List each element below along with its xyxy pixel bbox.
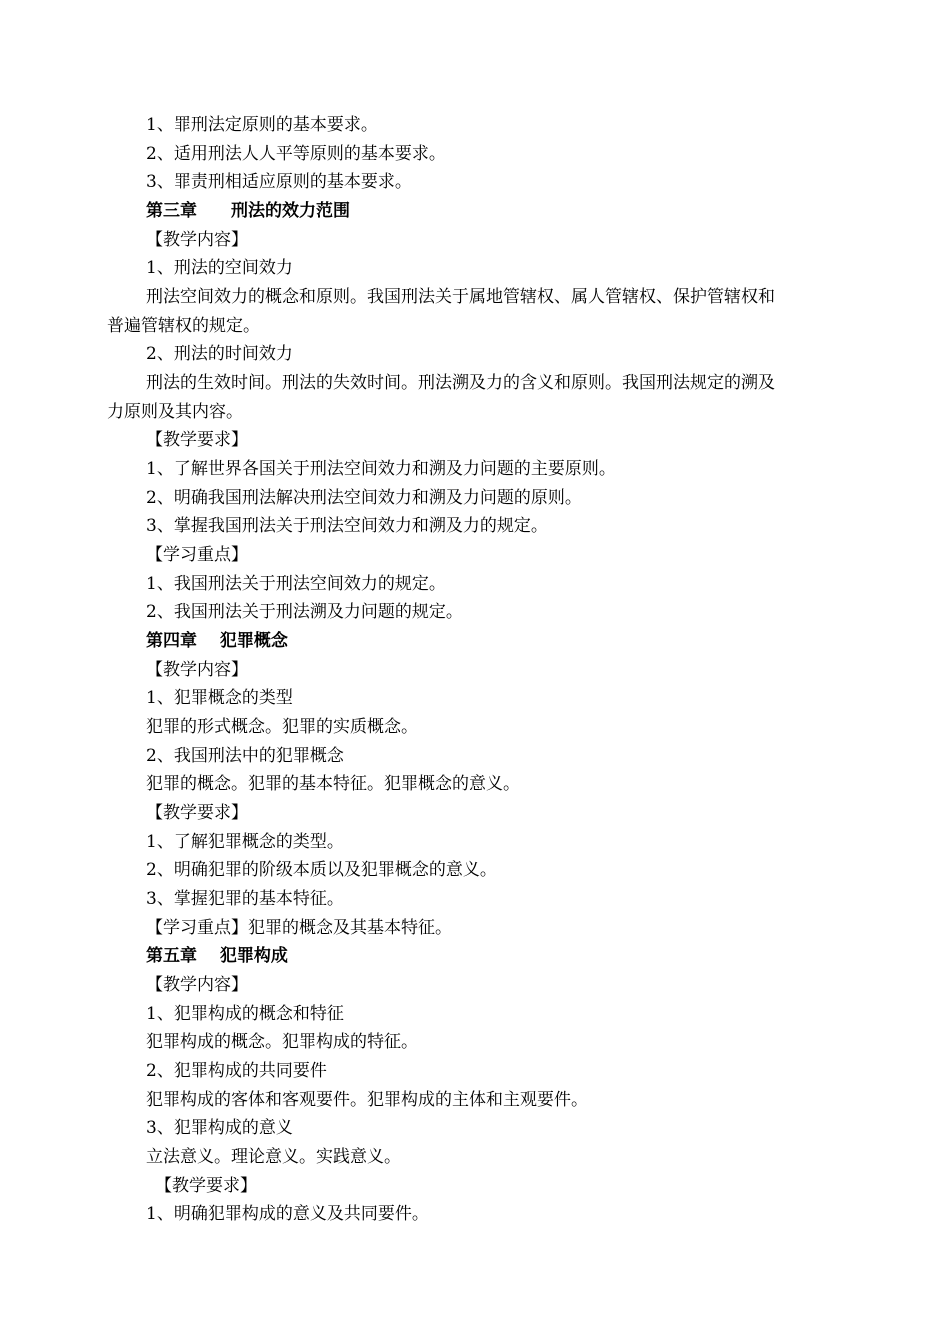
text-line: 犯罪构成的概念。犯罪构成的特征。: [146, 1032, 418, 1052]
text-line: 1、刑法的空间效力: [146, 258, 293, 278]
text-line: 1、我国刑法关于刑法空间效力的规定。: [146, 574, 446, 594]
text-line: 2、我国刑法中的犯罪概念: [146, 746, 344, 766]
section-label: 【学习重点】: [146, 545, 248, 565]
section-label: 【教学要求】: [155, 1176, 257, 1196]
text-line: 1、犯罪概念的类型: [146, 688, 293, 708]
text-line: 刑法的生效时间。刑法的失效时间。刑法溯及力的含义和原则。我国刑法规定的溯及: [146, 373, 775, 393]
text-line: 犯罪的形式概念。犯罪的实质概念。: [146, 717, 418, 737]
chapter-heading: 第四章 犯罪概念: [146, 631, 288, 651]
text-line: 3、犯罪构成的意义: [146, 1118, 293, 1138]
text-line: 2、犯罪构成的共同要件: [146, 1061, 327, 1081]
text-line: 3、罪责刑相适应原则的基本要求。: [146, 172, 412, 192]
text-line: 1、了解犯罪概念的类型。: [146, 832, 344, 852]
text-line: 2、我国刑法关于刑法溯及力问题的规定。: [146, 602, 463, 622]
text-line: 立法意义。理论意义。实践意义。: [146, 1147, 401, 1167]
text-line: 犯罪构成的客体和客观要件。犯罪构成的主体和主观要件。: [146, 1090, 588, 1110]
text-line: 2、明确犯罪的阶级本质以及犯罪概念的意义。: [146, 860, 497, 880]
text-line: 1、罪刑法定原则的基本要求。: [146, 115, 378, 135]
chapter-heading: 第三章 刑法的效力范围: [146, 201, 350, 221]
text-line: 普遍管辖权的规定。: [107, 316, 260, 336]
text-line: 2、适用刑法人人平等原则的基本要求。: [146, 144, 446, 164]
section-label: 【教学内容】: [146, 975, 248, 995]
text-line: 2、刑法的时间效力: [146, 344, 293, 364]
text-line: 3、掌握我国刑法关于刑法空间效力和溯及力的规定。: [146, 516, 548, 536]
text-line: 犯罪的概念。犯罪的基本特征。犯罪概念的意义。: [146, 774, 520, 794]
text-line: 刑法空间效力的概念和原则。我国刑法关于属地管辖权、属人管辖权、保护管辖权和: [146, 287, 775, 307]
text-line: 3、掌握犯罪的基本特征。: [146, 889, 344, 909]
section-label: 【教学要求】: [146, 803, 248, 823]
section-label: 【教学内容】: [146, 660, 248, 680]
text-line: 【学习重点】犯罪的概念及其基本特征。: [146, 918, 452, 938]
text-line: 1、明确犯罪构成的意义及共同要件。: [146, 1204, 429, 1224]
text-line: 1、了解世界各国关于刑法空间效力和溯及力问题的主要原则。: [146, 459, 616, 479]
chapter-heading: 第五章 犯罪构成: [146, 946, 288, 966]
text-line: 力原则及其内容。: [107, 402, 243, 422]
text-line: 1、犯罪构成的概念和特征: [146, 1004, 344, 1024]
section-label: 【教学内容】: [146, 230, 248, 250]
text-line: 2、明确我国刑法解决刑法空间效力和溯及力问题的原则。: [146, 488, 582, 508]
section-label: 【教学要求】: [146, 430, 248, 450]
